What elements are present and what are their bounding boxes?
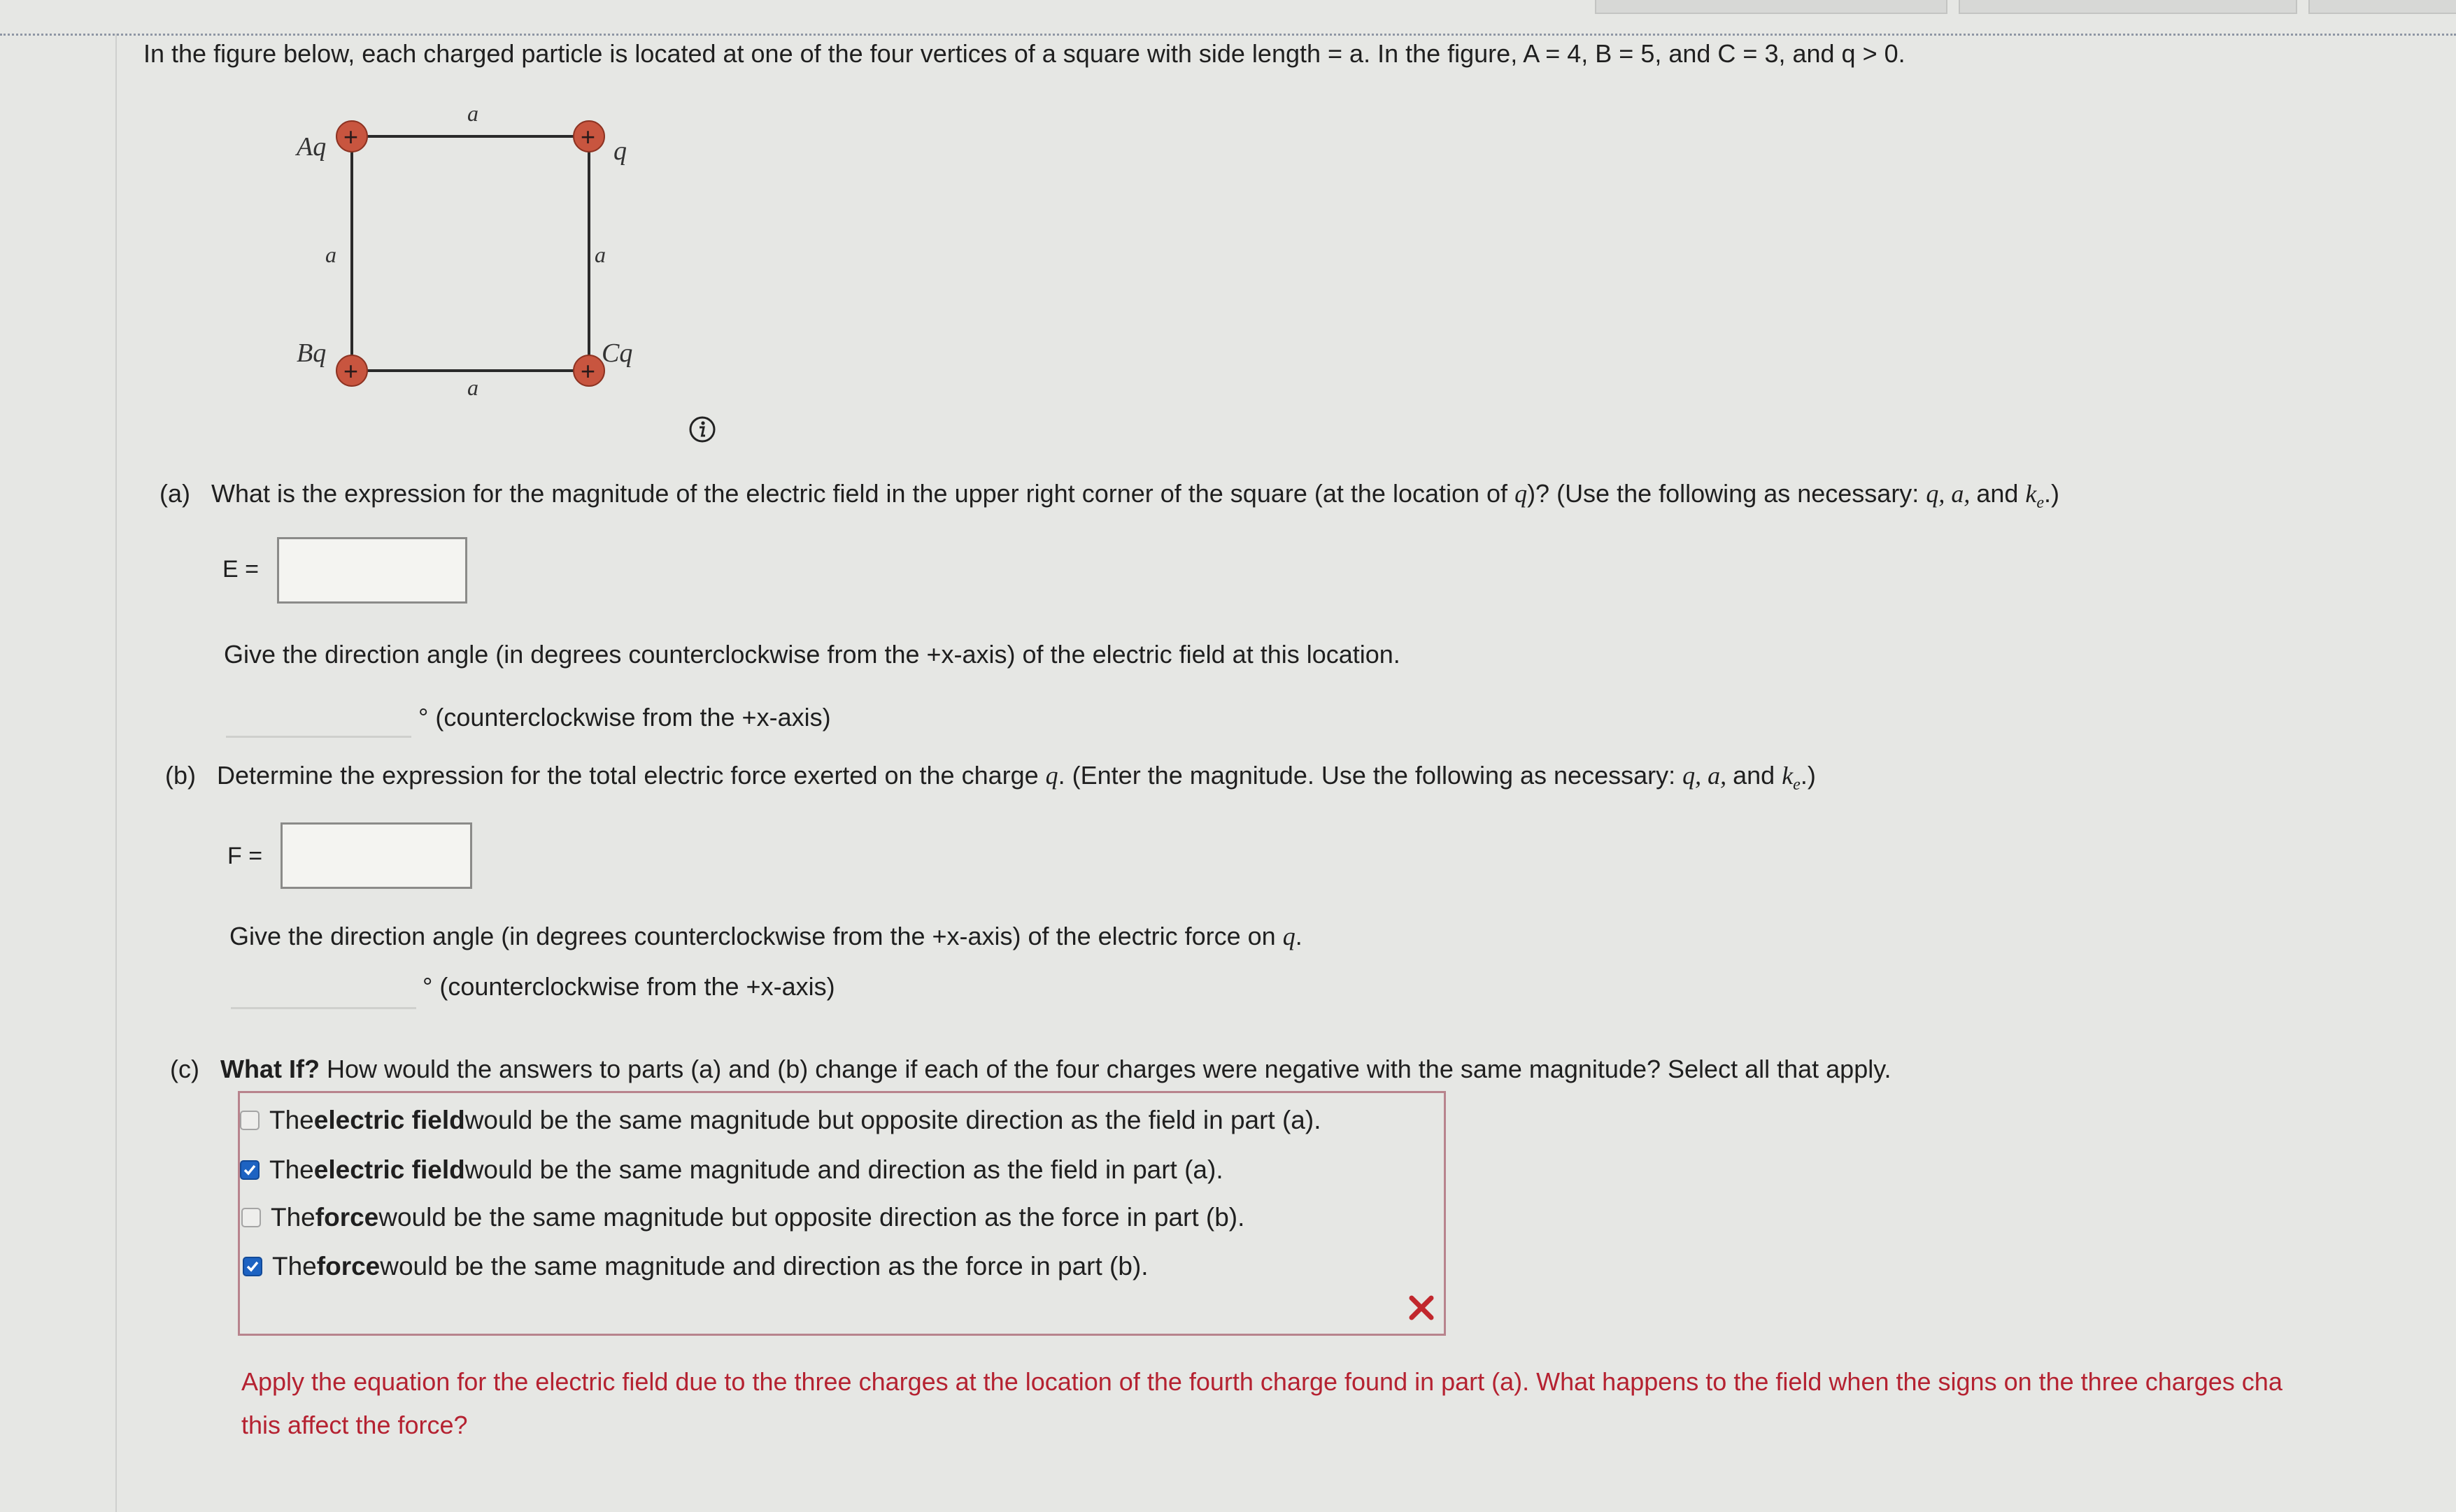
- part-a-question: (a) What is the expression for the magnitude of the electric field in the upper right corner of the square (at the location of q)? (Use the following as necessary: q, a, and $k_e$.): [159, 479, 2060, 513]
- charge-sign: +: [343, 122, 359, 151]
- checkbox-unchecked[interactable]: [241, 1208, 261, 1227]
- charge-sign: +: [581, 357, 596, 385]
- incorrect-x-icon: [1406, 1292, 1437, 1323]
- top-toolbar-strip: [0, 0, 2456, 36]
- problem-intro: In the figure below, each charged particle is located at one of the four vertices of a square with side length = a. In the figure, A = 4, B = 5, and C = 3, and q > 0.: [143, 39, 1905, 68]
- feedback-hint: Apply the equation for the electric field due to the three charges at the location of the fourth charge found in part (a). What happens to the field when the signs on the three charges cha this affect the force?: [241, 1367, 2283, 1439]
- side-label-top: a: [467, 101, 478, 126]
- part-b-question: (b) Determine the expression for the total electric force exerted on the charge q. (Enter the magnitude. Use the following as necessary: q, a, and $k_e$.): [165, 761, 1816, 794]
- e-direction-input[interactable]: [226, 697, 411, 738]
- part-a-direction-prompt: Give the direction angle (in degrees counterclockwise from the +x-axis) of the electric field at this location.: [224, 640, 1400, 669]
- charge-bottom-right: [574, 338, 632, 386]
- f-magnitude-input[interactable]: [281, 822, 472, 889]
- checkmark-icon: [245, 1259, 260, 1274]
- option-field-opposite[interactable]: The electric field would be the same magnitude but opposite direction as the field in part (a).: [240, 1106, 1321, 1135]
- f-direction-unit: ° (counterclockwise from the +x-axis): [423, 972, 835, 1001]
- e-answer-label: E =: [222, 556, 259, 583]
- charge-label-q: q: [613, 136, 627, 166]
- square-charge-figure: [273, 87, 665, 423]
- e-magnitude-input[interactable]: [277, 537, 467, 604]
- part-c-question: (c) What If? How would the answers to parts (a) and (b) change if each of the four charges were negative with the same magnitude? Select all that apply.: [170, 1055, 1891, 1083]
- f-answer-label: F =: [227, 843, 263, 869]
- part-c-options-panel: [238, 1091, 1446, 1336]
- charge-bottom-left: [297, 338, 367, 386]
- info-icon[interactable]: [688, 415, 716, 443]
- checkmark-icon: [242, 1162, 257, 1178]
- toolbar-tab[interactable]: [2308, 0, 2456, 14]
- charge-top-left: [294, 121, 367, 162]
- toolbar-tab[interactable]: [1595, 0, 1947, 14]
- checkbox-unchecked[interactable]: [240, 1111, 260, 1130]
- left-margin-rule: [115, 34, 117, 1512]
- option-field-same[interactable]: The electric field would be the same magnitude and direction as the field in part (a).: [240, 1155, 1223, 1185]
- charge-label-cq: Cq: [602, 338, 633, 368]
- side-label-bottom: a: [467, 375, 478, 400]
- square-outline: [352, 136, 589, 371]
- side-label-left: a: [325, 242, 336, 267]
- option-force-opposite[interactable]: The force would be the same magnitude but opposite direction as the force in part (b).: [241, 1203, 1244, 1232]
- toolbar-tab[interactable]: [1959, 0, 2297, 14]
- checkbox-checked[interactable]: [243, 1257, 262, 1276]
- charge-label-bq: Bq: [297, 338, 327, 368]
- charge-sign: +: [343, 357, 359, 385]
- side-label-right: a: [595, 242, 606, 267]
- option-force-same[interactable]: The force would be the same magnitude and direction as the force in part (b).: [243, 1252, 1149, 1281]
- part-b-direction-prompt: Give the direction angle (in degrees counterclockwise from the +x-axis) of the electric force on q.: [229, 922, 1302, 950]
- e-direction-unit: ° (counterclockwise from the +x-axis): [418, 703, 831, 732]
- checkbox-checked[interactable]: [240, 1160, 260, 1180]
- f-direction-input[interactable]: [231, 969, 416, 1009]
- charge-label-aq: Aq: [297, 132, 327, 162]
- charge-sign: +: [581, 122, 596, 151]
- charge-top-right: [574, 121, 627, 166]
